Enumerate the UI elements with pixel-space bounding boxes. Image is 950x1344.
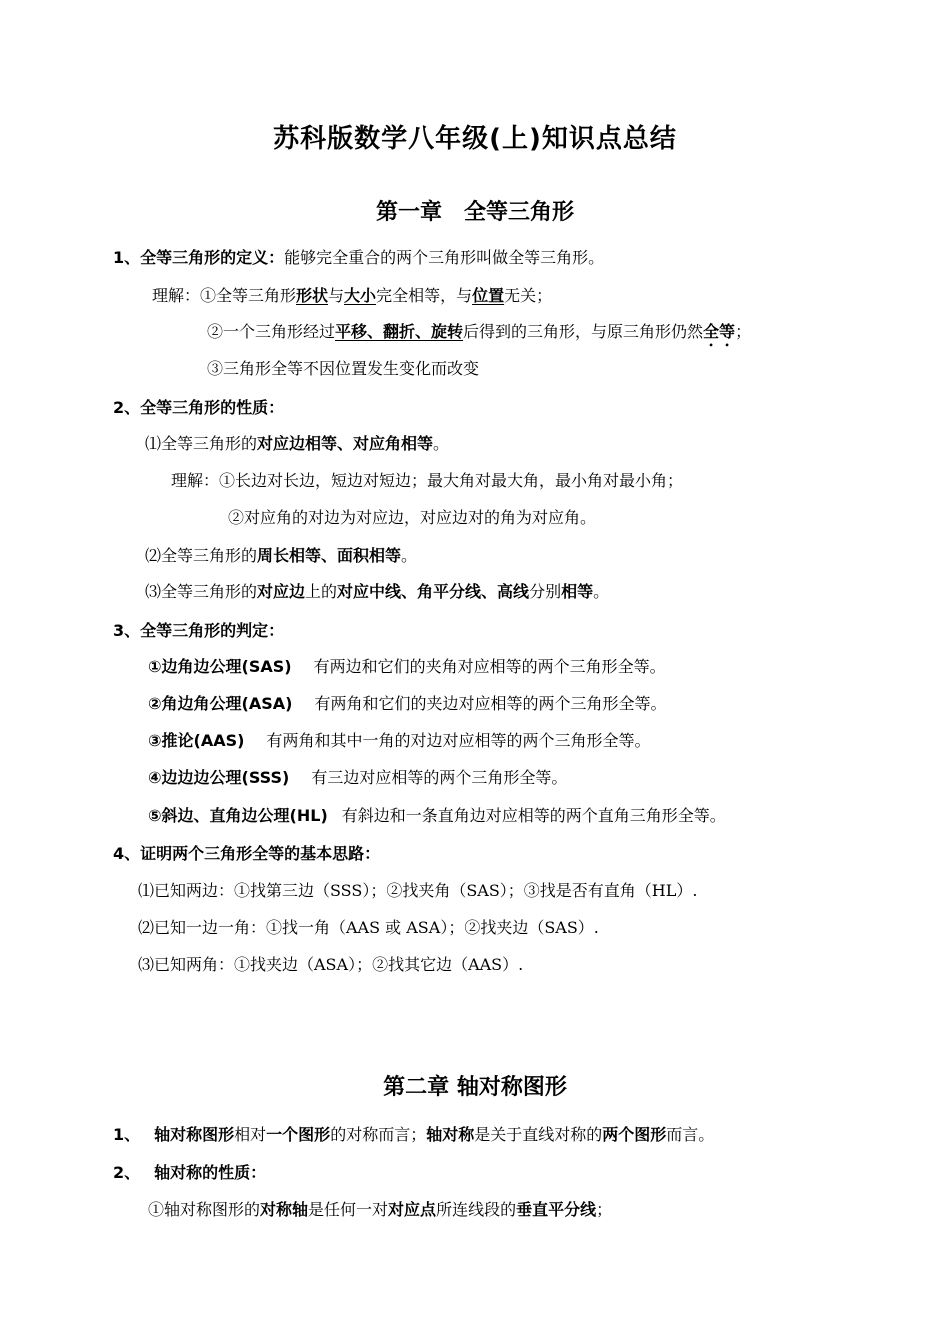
text: 后得到的三角形，与原三角形仍然 [463,322,704,341]
section-1-definition [113,247,604,269]
text: 相对 [234,1125,267,1144]
item-number: 1、 [113,1125,141,1144]
criterion-hl [148,805,726,827]
text: ⑵全等三角形的 [145,546,258,565]
text: 。 [401,546,418,565]
symmetry-property-1 [148,1199,612,1221]
criterion-aas [148,730,650,752]
keyword: 全等 [703,322,736,341]
property-2 [145,545,417,567]
keyword: 一个图形 [266,1125,331,1144]
criterion-asa [148,693,666,715]
property-1 [145,433,449,455]
criterion-label: ②角边角公理(ASA) [148,694,293,713]
criterion-sss [148,767,567,789]
text: 无关； [504,286,553,305]
understanding-2 [207,321,751,350]
text: 分别 [529,582,562,601]
approach-3: ⑶已知两角：①找夹边（ASA）；②找其它边（AAS）. [138,955,524,974]
keyword: 位置 [472,286,505,305]
criterion-text: 有三边对应相等的两个三角形全等。 [311,768,568,787]
criterion-text: 有两角和它们的夹边对应相等的两个三角形全等。 [314,694,667,713]
approach-1: ⑴已知两边：①找第三边（SSS）；②找夹角（SAS）；③找是否有直角（HL）. [138,881,698,900]
text: 。 [433,434,450,453]
criterion-label: ④边边边公理(SSS) [148,768,290,787]
keyword: 对应边相等、对应角相等 [257,434,434,453]
section-2-head: 2、全等三角形的性质： [113,398,285,417]
keyword: 轴对称 [426,1125,475,1144]
chapter-2-heading: 第二章 轴对称图形 [383,1075,567,1100]
text: 与 [328,286,345,305]
section-3-head: 3、全等三角形的判定： [113,621,285,640]
text: 。 [593,582,610,601]
text: 的对称而言； [330,1125,427,1144]
criterion-text: 有两边和它们的夹角对应相等的两个三角形全等。 [313,657,666,676]
text: 而言。 [666,1125,715,1144]
section-4-head: 4、证明两个三角形全等的基本思路： [113,844,381,863]
keyword: 形状 [296,286,329,305]
text: 是关于直线对称的 [474,1125,603,1144]
understanding-1 [152,285,552,307]
property-3 [145,581,609,603]
criterion-label: ⑤斜边、直角边公理(HL) [148,806,328,825]
criterion-sas [148,656,666,678]
text: ⑶全等三角形的 [145,582,258,601]
criterion-label: ③推论(AAS) [148,731,245,750]
keyword: 垂直平分线 [516,1200,597,1219]
document-title: 苏科版数学八年级(上)知识点总结 [273,124,677,154]
section-1-body: 能够完全重合的两个三角形叫做全等三角形。 [284,248,605,267]
keyword: 相等 [561,582,594,601]
text: ①轴对称图形的 [148,1200,261,1219]
keyword: 两个图形 [602,1125,667,1144]
text: ； [596,1200,613,1219]
keyword: 对应中线、角平分线、高线 [337,582,530,601]
section-head: 轴对称的性质： [154,1163,267,1182]
approach-2: ⑵已知一边一角：①找一角（AAS 或 ASA）；②找夹边（SAS）. [138,918,599,937]
text: ②一个三角形经过 [207,322,336,341]
keyword: 对应边 [257,582,306,601]
property-1-understanding-1: 理解：①长边对长边，短边对短边；最大角对最大角，最小角对最小角； [171,471,684,490]
text: 是任何一对 [308,1200,389,1219]
keyword: 对称轴 [260,1200,309,1219]
text: ⑴全等三角形的 [145,434,258,453]
criterion-label: ①边角边公理(SAS) [148,657,292,676]
chapter-2-point-2 [113,1162,266,1184]
understanding-3: ③三角形全等不因位置发生变化而改变 [207,359,480,378]
chapter-1-heading: 第一章 全等三角形 [375,200,574,225]
keyword: 平移、翻折、旋转 [335,322,464,341]
property-1-understanding-2: ②对应角的对边为对应边，对应边对的角为对应角。 [228,508,597,527]
keyword: 轴对称图形 [154,1125,235,1144]
text: 理解：①全等三角形 [152,286,297,305]
text: 所连线段的 [436,1200,517,1219]
keyword: 大小 [344,286,377,305]
keyword: 对应点 [388,1200,437,1219]
keyword: 周长相等、面积相等 [257,546,402,565]
text: ； [735,322,752,341]
chapter-2-point-1 [113,1124,714,1146]
text: 完全相等，与 [376,286,473,305]
text: 上的 [305,582,338,601]
item-number: 2、 [113,1163,141,1182]
section-1-head: 1、全等三角形的定义： [113,248,285,267]
criterion-text: 有斜边和一条直角边对应相等的两个直角三角形全等。 [341,806,726,825]
criterion-text: 有两角和其中一角的对边对应相等的两个三角形全等。 [266,731,651,750]
